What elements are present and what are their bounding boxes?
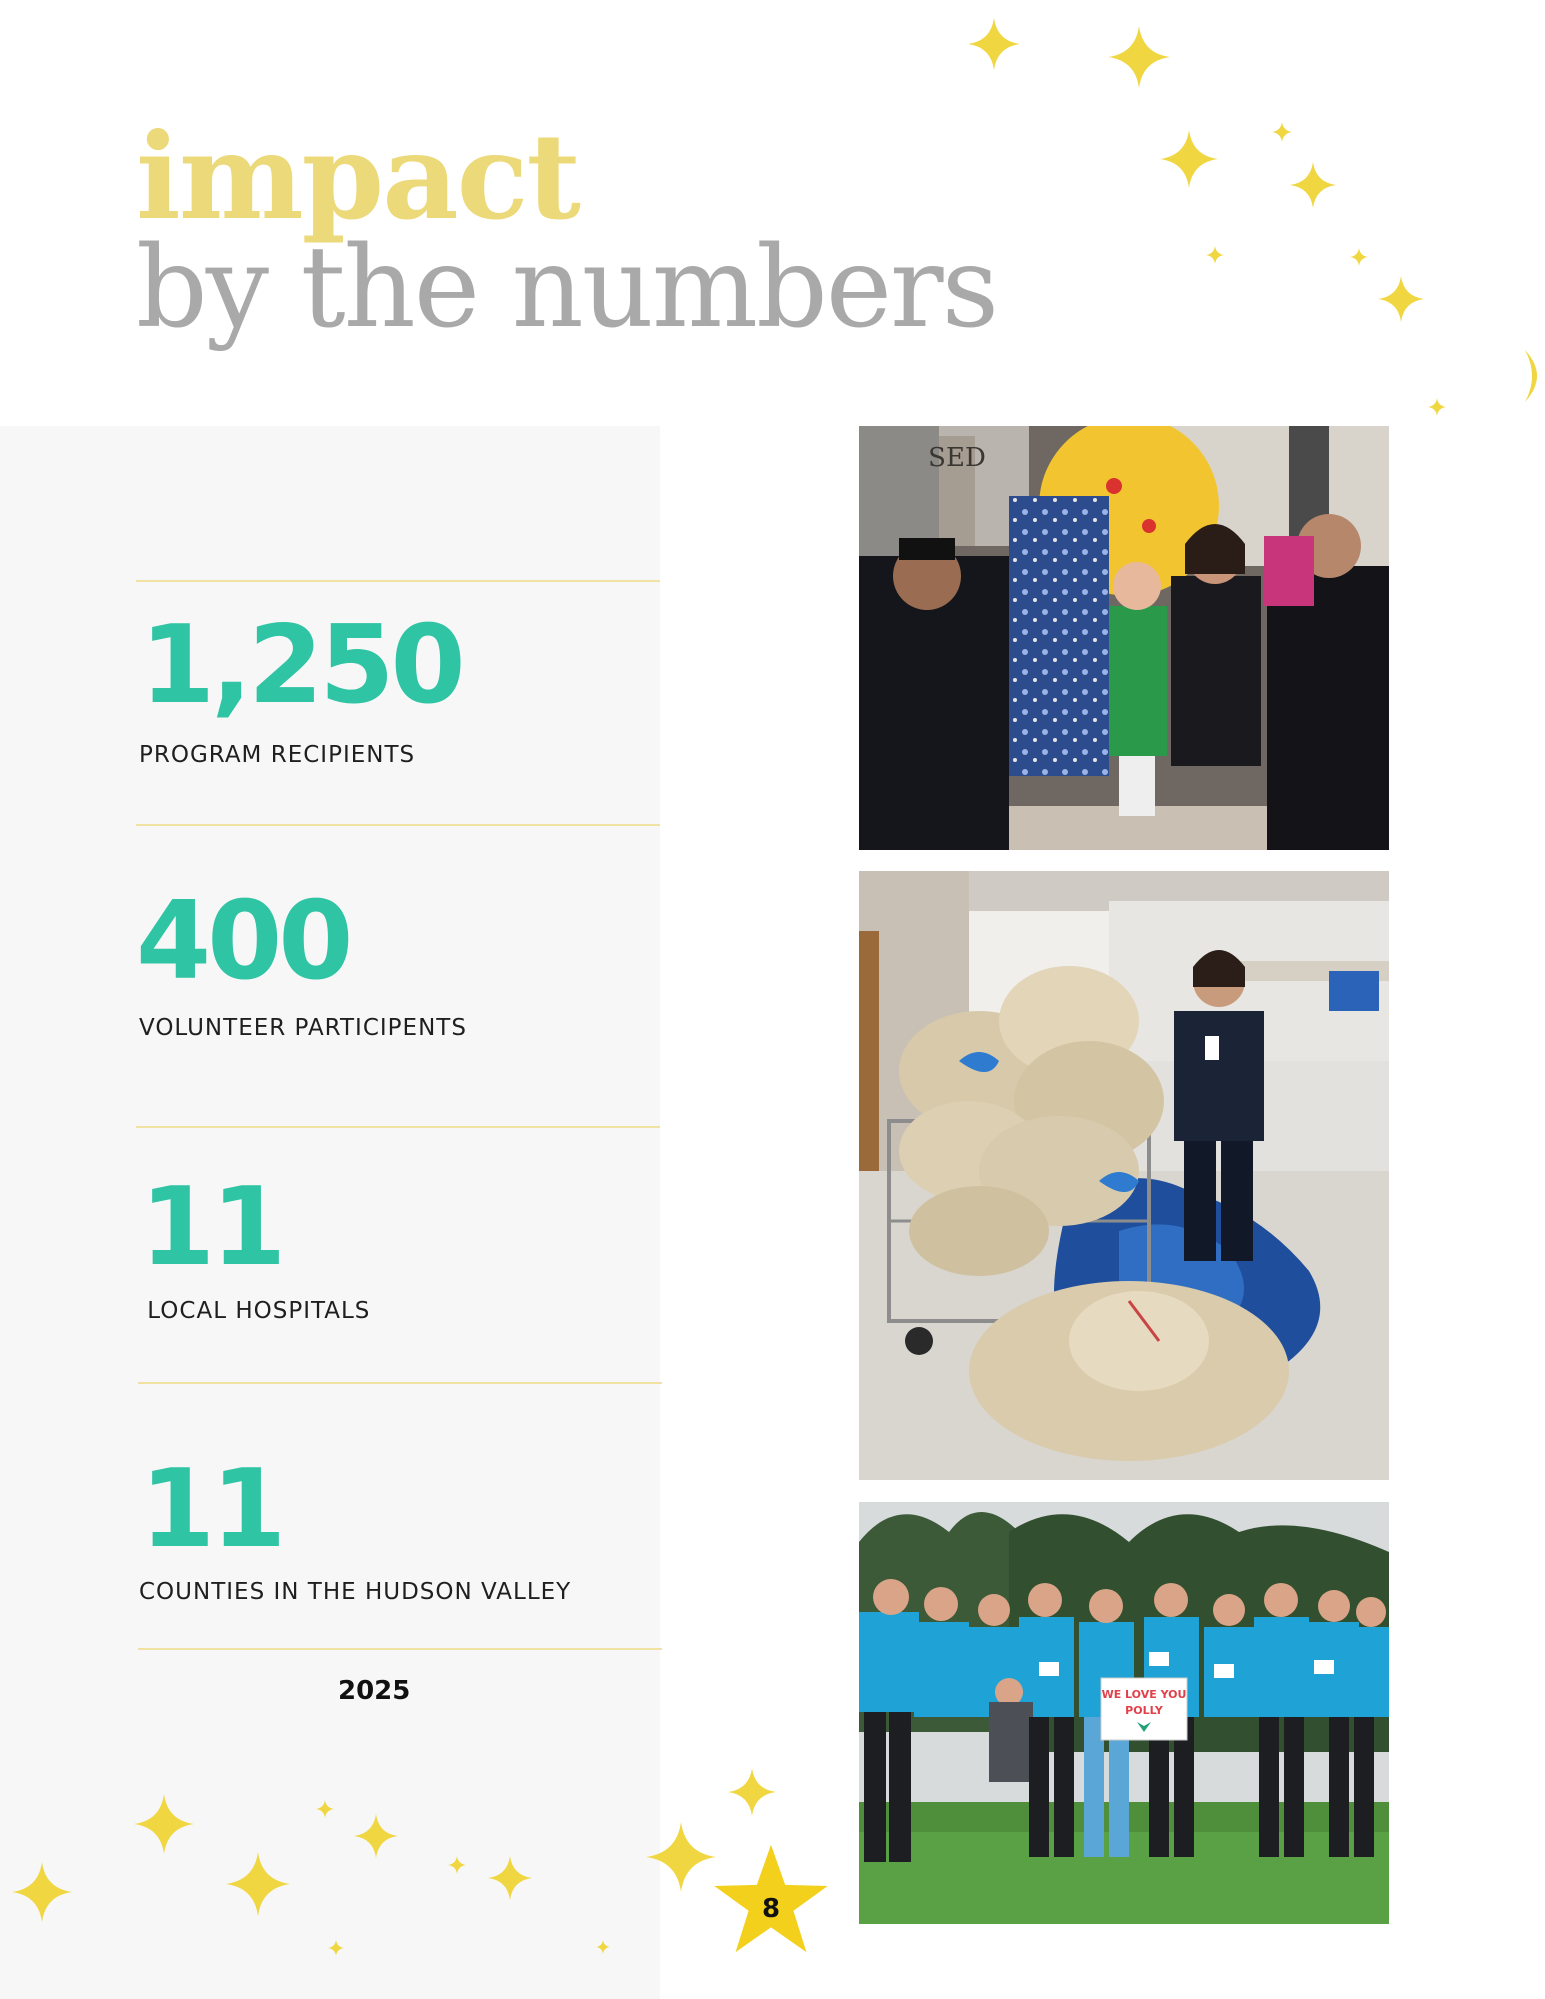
sparkle-icon <box>12 1862 72 1922</box>
sparkle-icon <box>728 1768 776 1816</box>
photo-hospital-bags <box>859 871 1389 1480</box>
stat-label-hospitals: LOCAL HOSPITALS <box>139 1298 371 1324</box>
divider <box>136 1126 660 1128</box>
photo-holiday-gifts <box>859 426 1389 850</box>
stat-label-counties: COUNTIES IN THE HUDSON VALLEY <box>139 1579 572 1605</box>
stat-label-recipients: PROGRAM RECIPIENTS <box>139 742 416 768</box>
report-year: 2025 <box>338 1676 411 1706</box>
sparkle-icon <box>596 1940 610 1954</box>
sparkle-icon <box>1290 162 1336 208</box>
page-number: 8 <box>761 1894 781 1924</box>
title-impact: impact <box>136 107 580 246</box>
sparkle-icon <box>646 1822 716 1892</box>
sign-letter: SED <box>928 443 986 473</box>
sparkle-icon <box>134 1794 194 1854</box>
sign-text: WE LOVE YOU <box>1101 1688 1187 1701</box>
sparkle-icon <box>1272 122 1292 142</box>
sparkle-icon <box>1350 248 1368 266</box>
sparkle-icon <box>226 1852 290 1916</box>
sign-text: POLLY <box>1125 1704 1163 1717</box>
stat-value-hospitals: 11 <box>140 1165 283 1290</box>
page-number-badge <box>712 1842 830 1956</box>
sparkle-icon <box>354 1814 398 1858</box>
title-by-the-numbers: by the numbers <box>136 223 998 353</box>
sparkle-icon <box>968 18 1020 70</box>
stat-label-volunteers: VOLUNTEER PARTICIPENTS <box>139 1015 467 1041</box>
moon-icon <box>1519 348 1545 404</box>
sparkle-icon <box>488 1856 532 1900</box>
sparkle-icon <box>1206 246 1224 264</box>
sparkle-icon <box>328 1940 344 1956</box>
sparkle-icon <box>448 1856 466 1874</box>
divider <box>136 824 660 826</box>
stat-value-volunteers: 400 <box>136 879 350 1004</box>
sparkle-icon <box>316 1800 334 1818</box>
sparkle-icon <box>1160 130 1218 188</box>
stat-value-counties: 11 <box>140 1447 283 1572</box>
sparkle-icon <box>1108 26 1170 88</box>
divider <box>138 1648 662 1650</box>
stat-value-recipients: 1,250 <box>140 603 462 728</box>
divider <box>136 580 660 582</box>
photo-volunteer-runners <box>859 1502 1389 1924</box>
sparkle-icon <box>1378 276 1424 322</box>
divider <box>138 1382 662 1384</box>
sparkle-icon <box>1428 398 1446 416</box>
